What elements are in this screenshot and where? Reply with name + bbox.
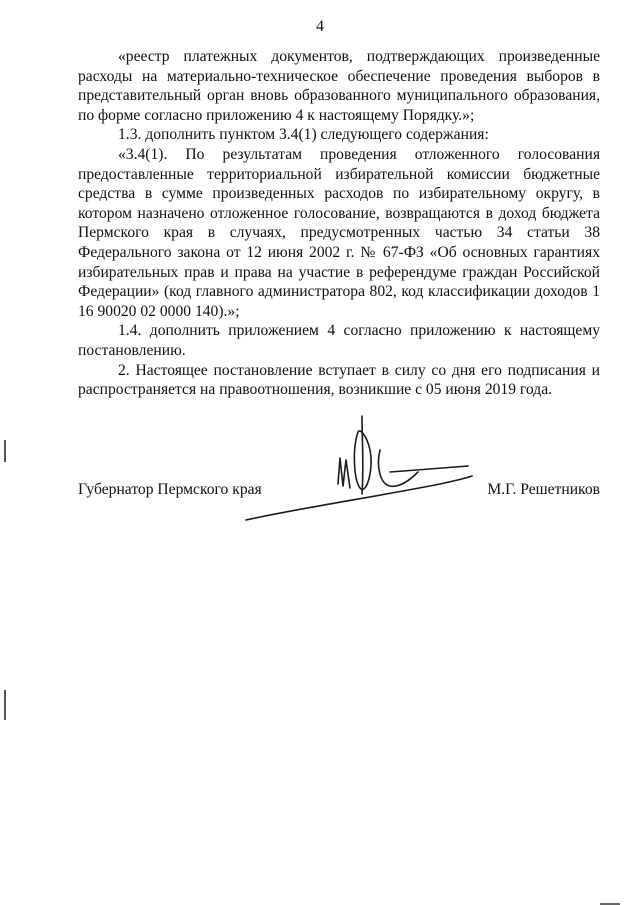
handwritten-signature xyxy=(240,410,480,530)
signer-name: М.Г. Решетников xyxy=(487,481,600,498)
signature-block xyxy=(78,480,600,500)
paragraph-registry-continuation: «реестр платежных документов, подтверждающих произведенные расходы на материально-техническое обеспечение проведения выборов в представительный орган вновь образованного муниципального образования, по форме согласно приложению 4 к настоящему Порядку.»; xyxy=(78,48,600,124)
paragraph-2: 2. Настоящее постановление вступает в силу со дня его подписания и распространяется на правоотношения, возникшие с 05 июня 2019 года. xyxy=(78,361,600,399)
scan-artifact-mark xyxy=(4,440,6,462)
signer-title: Губернатор Пермского края xyxy=(78,481,262,498)
page-number: 4 xyxy=(316,18,324,35)
document-body xyxy=(78,47,600,400)
paragraph-1-4: 1.4. дополнить приложением 4 согласно приложению к настоящему постановлению. xyxy=(78,322,600,359)
scan-artifact-mark xyxy=(4,690,6,720)
paragraph-3-4-1: «3.4(1). По результатам проведения отложенного голосования предоставленные территориальной избирательной комиссии бюджетные средства в сумме произведенных расходов по избирательному округу, в котором назначено отложенное голосование, возвращаются в доход бюджета Пермского края в случаях, предусмотренных частью 34 статьи 38 Федерального закона от 12 июня 2002 г. № 67-ФЗ «Об основных гарантиях избирательных прав и права на участие в референдуме граждан Российской Федерации» (код главного администратора 802, код классификации доходов 1 16 90020 02 0000 140).»; xyxy=(78,145,600,320)
paragraph-1-3: 1.3. дополнить пунктом 3.4(1) следующего содержания: xyxy=(118,126,489,144)
